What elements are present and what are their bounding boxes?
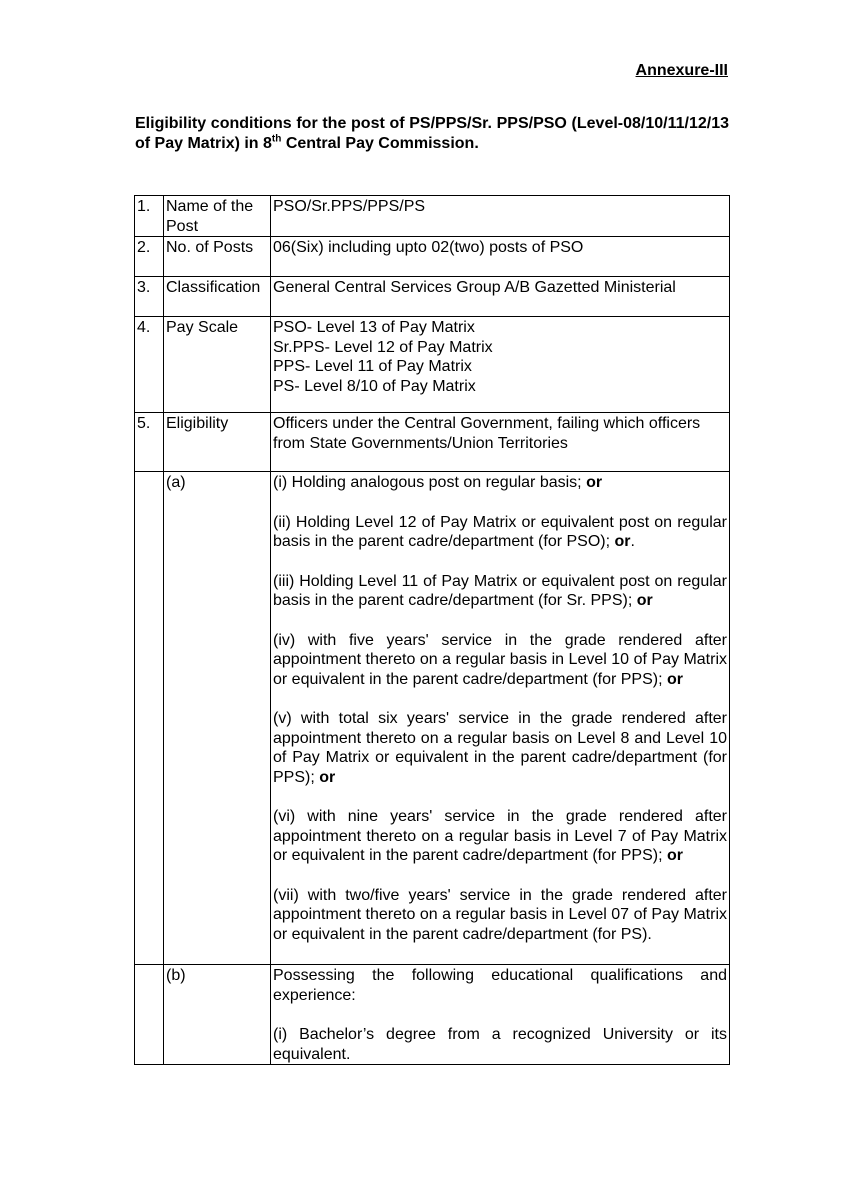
row-number	[135, 965, 164, 1065]
condition-text: (i) Holding analogous post on regular basis;	[273, 474, 582, 491]
row-value: PSO/Sr.PPS/PPS/PS	[271, 196, 730, 237]
table-row	[135, 317, 730, 413]
table-row	[135, 413, 730, 472]
condition-text: (v) with total six years' service in the grade rendered after appointment thereto on a regular basis on Level 8 and Level 10 of Pay Matrix or equivalent in the parent cadre/department (for PPS);	[273, 710, 727, 786]
table-row-sub-b	[135, 965, 730, 1065]
row-label: Eligibility	[164, 413, 271, 472]
conjunction: or	[636, 592, 653, 609]
sub-label: (b)	[164, 965, 271, 1065]
pay-scale-line: Sr.PPS- Level 12 of Pay Matrix	[273, 338, 493, 356]
conjunction: or	[667, 670, 683, 688]
conjunction: or	[614, 533, 631, 550]
annexure-label: Annexure-III	[635, 62, 728, 79]
row-label: Name of the Post	[164, 196, 271, 237]
conjunction: or	[319, 768, 336, 786]
row-label: Pay Scale	[164, 317, 271, 413]
condition-text: (ii) Holding Level 12 of Pay Matrix or equivalent post on regular basis in the parent cadre/department (for PSO);	[273, 513, 727, 550]
conjunction: or	[586, 474, 603, 491]
title-superscript: th	[271, 133, 282, 145]
pay-scale-line: PSO- Level 13 of Pay Matrix	[273, 319, 475, 336]
condition-item	[273, 886, 727, 945]
page-title	[135, 114, 729, 154]
row-number: 2.	[135, 237, 164, 277]
row-number: 4.	[135, 317, 164, 413]
pay-scale-line: PPS- Level 11 of Pay Matrix	[273, 358, 472, 375]
condition-text: (vii) with two/five years' service in the grade rendered after appointment thereto on a regular basis in Level 07 of Pay Matrix or equivalent in the parent cadre/department (for PS).	[273, 886, 727, 943]
condition-item	[273, 709, 727, 787]
table-row	[135, 237, 730, 277]
row-value	[271, 317, 730, 413]
qualification-intro: Possessing the following educational qualifications and experience:	[273, 967, 727, 1004]
row-value	[271, 965, 730, 1065]
condition-item	[273, 513, 727, 552]
sub-label: (a)	[164, 472, 271, 965]
row-number: 3.	[135, 277, 164, 317]
row-value: Officers under the Central Government, failing which officers from State Governments/Union Territories	[271, 413, 730, 472]
row-value: General Central Services Group A/B Gazetted Ministerial	[271, 277, 730, 317]
conjunction: or	[667, 847, 683, 864]
row-label: No. of Posts	[164, 237, 271, 277]
condition-item	[273, 473, 727, 493]
condition-text: (iv) with five years' service in the grade rendered after appointment thereto on a regular basis in Level 10 of Pay Matrix or equivalent in the parent cadre/department (for PPS);	[273, 631, 727, 688]
title-text-end: Central Pay Commission.	[281, 135, 479, 152]
row-number: 5.	[135, 413, 164, 472]
table-row	[135, 196, 730, 237]
row-label: Classification	[164, 277, 271, 317]
condition-item	[273, 631, 727, 690]
condition-item	[273, 572, 727, 611]
title-text: Eligibility conditions for the post of PS/PPS/Sr. PPS/PSO (Level-08/10/11/12/13 of Pay Matrix) in 8	[135, 115, 729, 152]
table-row-sub-a	[135, 472, 730, 965]
eligibility-table	[134, 195, 730, 1065]
row-number: 1.	[135, 196, 164, 237]
condition-text: (vi) with nine years' service in the grade rendered after appointment thereto on a regular basis in Level 7 of Pay Matrix or equivalent in the parent cadre/department (for PPS);	[273, 808, 727, 864]
row-number	[135, 472, 164, 965]
row-value	[271, 472, 730, 965]
row-value: 06(Six) including upto 02(two) posts of PSO	[271, 237, 730, 277]
condition-item	[273, 807, 727, 866]
pay-scale-line: PS- Level 8/10 of Pay Matrix	[273, 377, 476, 395]
condition-text: (iii) Holding Level 11 of Pay Matrix or equivalent post on regular basis in the parent cadre/department (for Sr. PPS);	[273, 572, 727, 609]
qualification-item: (i) Bachelor’s degree from a recognized University or its equivalent.	[273, 1026, 727, 1063]
table-row	[135, 277, 730, 317]
condition-tail: .	[630, 533, 635, 550]
